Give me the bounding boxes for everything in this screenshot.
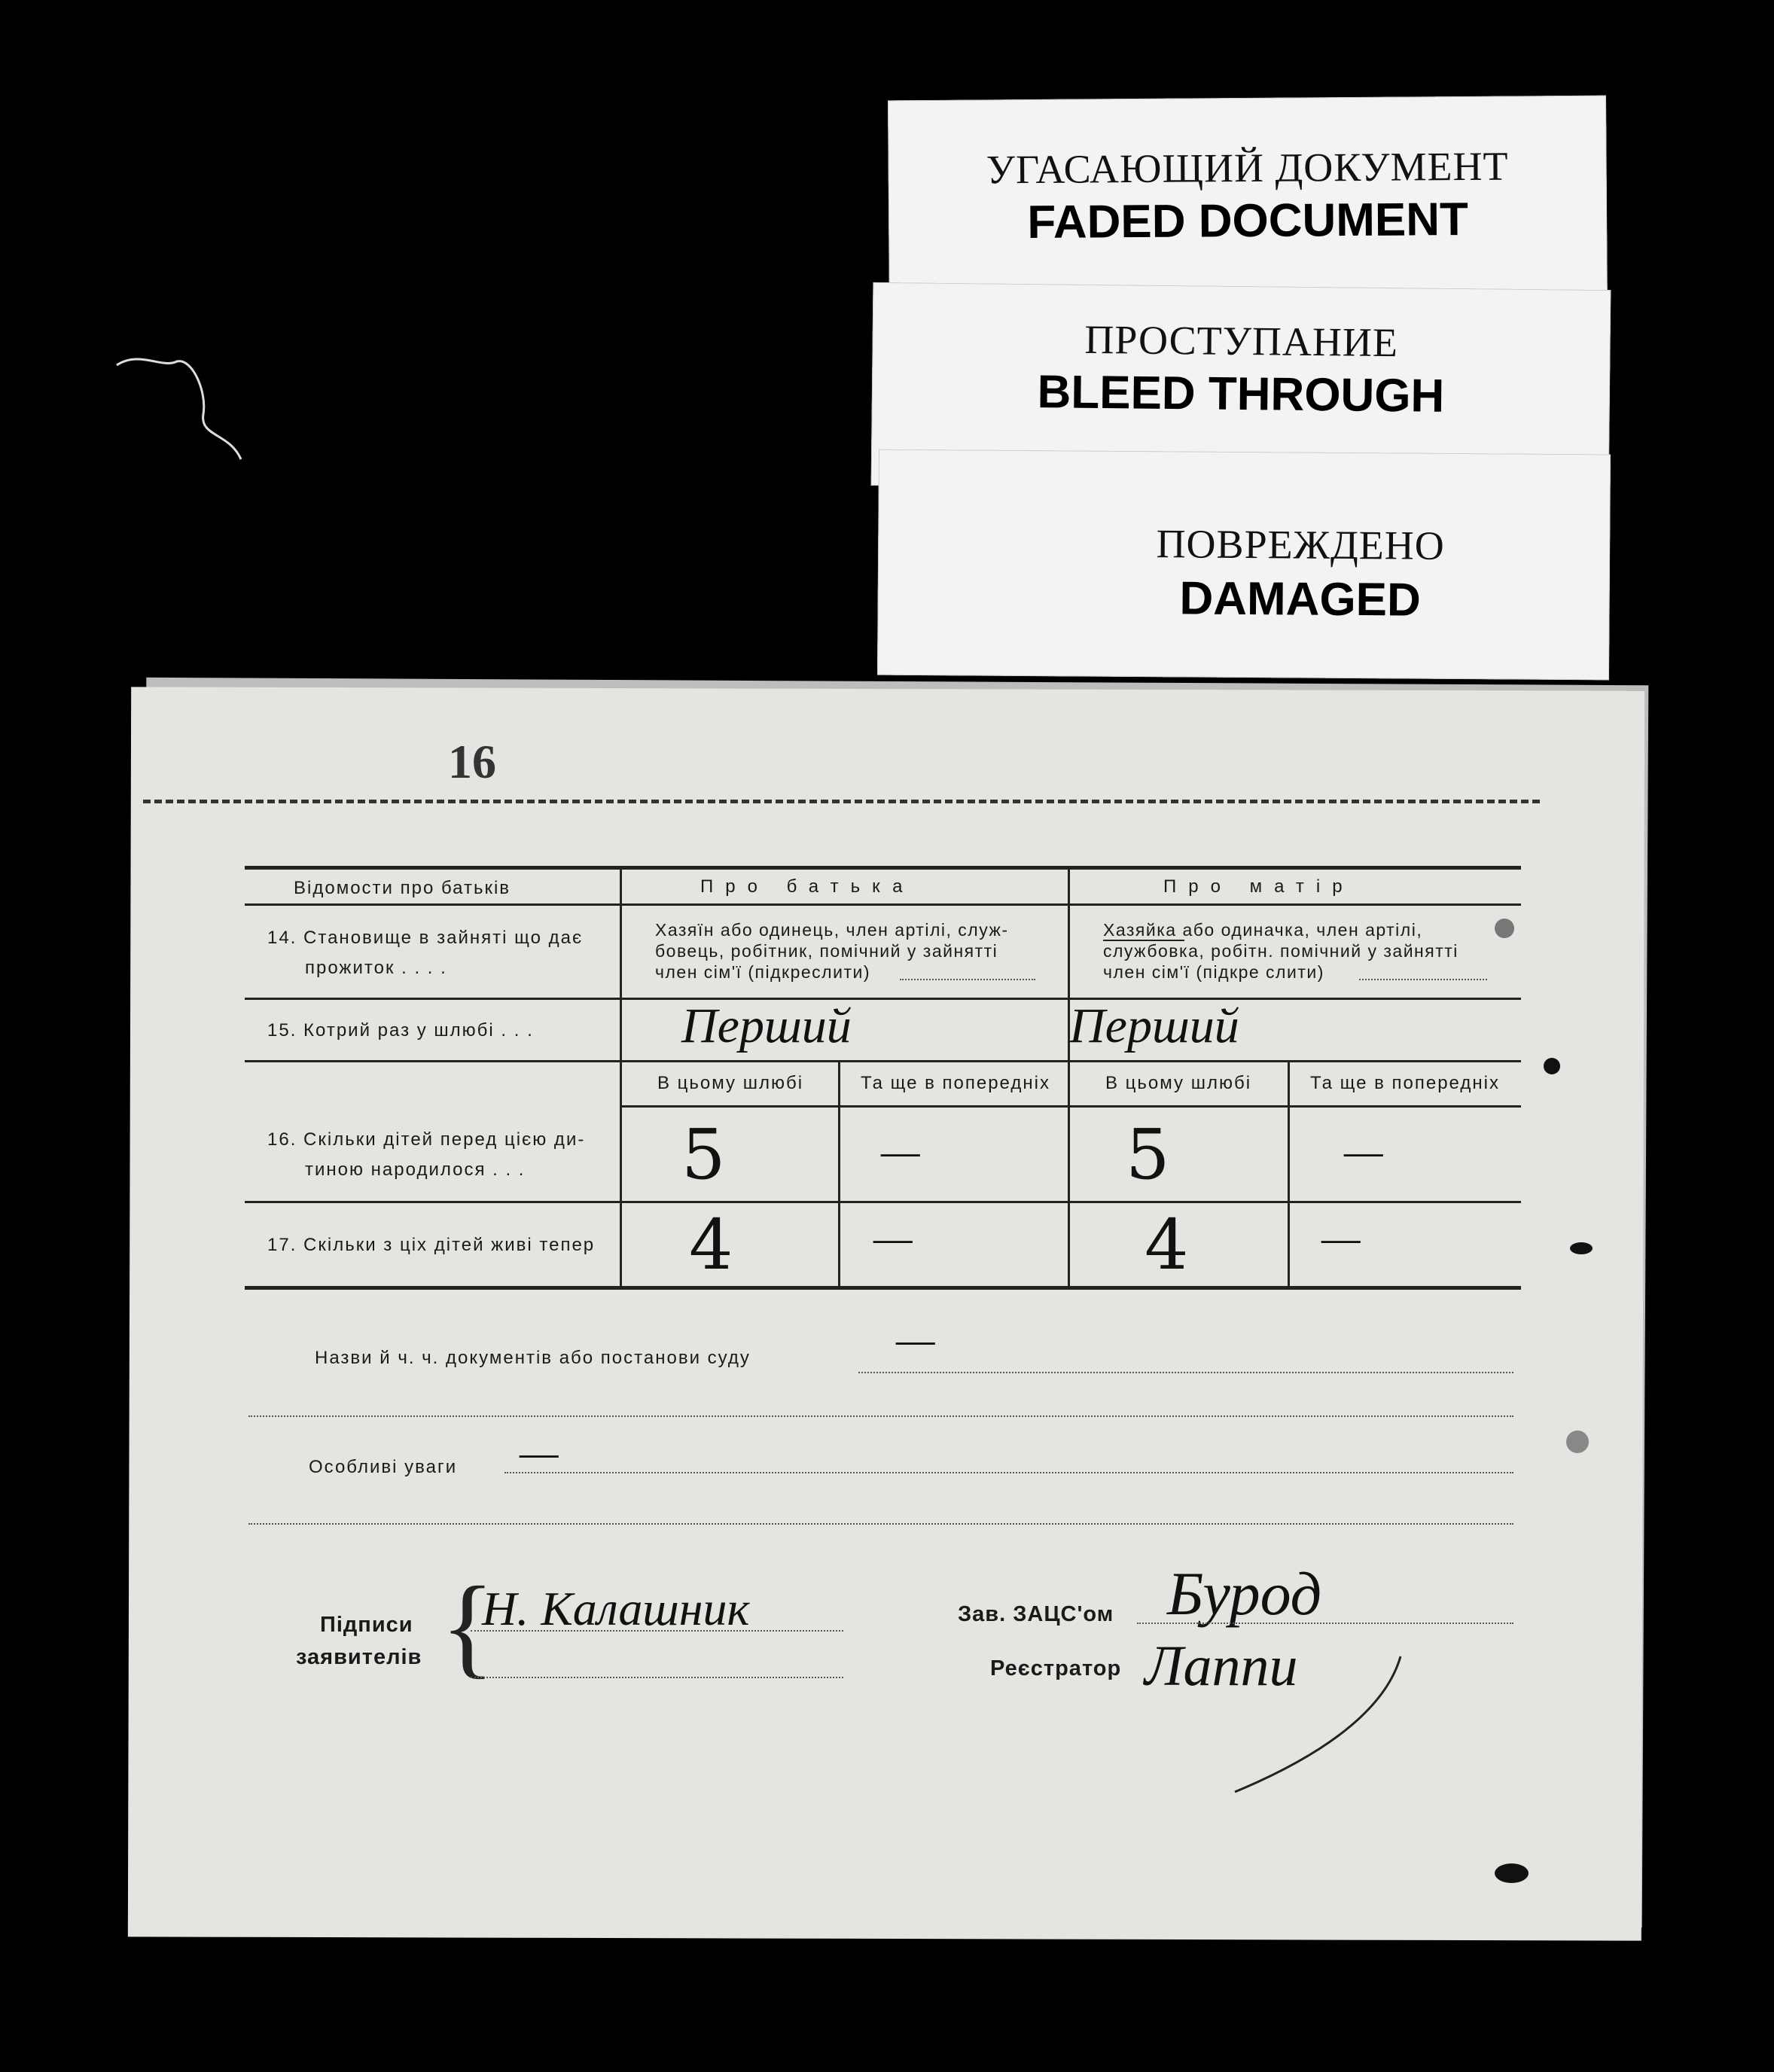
subheader-mother-prev: Та ще в попередніх xyxy=(1310,1073,1500,1093)
subheader-father-this: В цьому шлюбі xyxy=(657,1073,804,1093)
documents-fill-2 xyxy=(248,1415,1513,1417)
head-signature: Бурод xyxy=(1167,1559,1322,1628)
row14-bottom-rule xyxy=(245,998,1521,1000)
row14-father-1: Хазяїн або одинець, член артілі, служ- xyxy=(655,920,1009,940)
row15-bottom-rule xyxy=(245,1060,1521,1062)
damaged-notice-ru: ПОВРЕЖДЕНО xyxy=(1156,521,1446,568)
bleed-notice-en: BLEED THROUGH xyxy=(1037,366,1445,422)
col-divider-label xyxy=(620,866,622,1286)
row16-label-1: 16. Скільки дітей перед цією ди- xyxy=(267,1129,586,1150)
row14-mother-1: Хазяйка або одиначка, член артілі, xyxy=(1103,920,1423,940)
row17-father-this: 4 xyxy=(689,1205,733,1285)
row16-mother-this: 5 xyxy=(1126,1114,1170,1195)
table-header-rule xyxy=(245,903,1521,906)
row14-mother-fill xyxy=(1359,979,1487,980)
fibre-artifact xyxy=(109,346,260,467)
row14-label-1: 14. Становище в зайняті що дає xyxy=(267,928,584,948)
header-mother: Про матір xyxy=(1163,876,1355,897)
row16-father-this: 5 xyxy=(681,1114,726,1195)
damaged-notice xyxy=(877,449,1611,681)
row17-father-prev: — xyxy=(873,1213,913,1262)
row16-father-prev: — xyxy=(881,1126,920,1175)
subheader-rule xyxy=(621,1105,1521,1108)
documents-label: Назви й ч. ч. документів або постанови суду xyxy=(315,1348,751,1368)
col-divider-mother-sub xyxy=(1288,1060,1290,1286)
col-divider-father-sub xyxy=(838,1060,840,1286)
page-number: 16 xyxy=(448,735,496,788)
applicant-signature: Н. Калашник xyxy=(482,1582,750,1635)
damage-speck xyxy=(1566,1431,1589,1453)
bleed-notice-ru: ПРОСТУПАНИЕ xyxy=(1084,316,1399,366)
row14-mother-underline xyxy=(1103,940,1184,941)
subheader-mother-this: В цьому шлюбі xyxy=(1105,1073,1252,1093)
row14-mother-2: службовка, робітн. помічний у зайнятті xyxy=(1103,941,1459,961)
head-label: Зав. ЗАЦС'ом xyxy=(958,1602,1114,1626)
documents-value: — xyxy=(896,1315,935,1364)
registrar-signature: Лаппи xyxy=(1145,1635,1298,1698)
registrar-label: Реєстратор xyxy=(990,1656,1122,1680)
row14-father-fill xyxy=(900,979,1035,980)
row14-father-2: бовець, робітник, помічний у зайнятті xyxy=(655,941,998,961)
documents-fill-1 xyxy=(858,1372,1513,1373)
row16-bottom-rule xyxy=(245,1201,1521,1203)
row14-father-3: член сім'ї (підкреслити) xyxy=(655,962,870,982)
applicants-brace: { xyxy=(440,1564,495,1689)
damage-speck xyxy=(1495,1863,1529,1883)
row17-mother-prev: — xyxy=(1321,1213,1361,1262)
applicant-line-1 xyxy=(471,1630,843,1632)
perforation-line xyxy=(143,800,1540,803)
subheader-father-prev: Та ще в попередніх xyxy=(861,1073,1050,1093)
row14-mother-3: член сім'ї (підкре слити) xyxy=(1103,962,1324,982)
faded-notice-en: FADED DOCUMENT xyxy=(1027,193,1469,249)
applicant-line-2 xyxy=(471,1677,843,1678)
header-father: Про батька xyxy=(700,876,915,897)
row15-mother-value: Перший xyxy=(1069,998,1239,1053)
col-divider-parents xyxy=(1068,866,1070,1286)
remarks-label: Особливі уваги xyxy=(309,1457,458,1477)
applicants-label-1: Підписи xyxy=(320,1613,413,1637)
row17-mother-this: 4 xyxy=(1145,1205,1189,1285)
table-bottom-rule xyxy=(245,1286,1521,1290)
table-top-rule xyxy=(245,866,1521,870)
applicants-label-2: заявителів xyxy=(296,1645,422,1669)
remarks-value: — xyxy=(520,1428,559,1476)
header-col-label: Відомости про батьків xyxy=(294,878,511,898)
head-line xyxy=(1137,1623,1513,1624)
damage-speck xyxy=(1544,1058,1560,1074)
row15-label: 15. Котрий раз у шлюбі . . . xyxy=(267,1020,534,1041)
damage-speck xyxy=(1570,1242,1593,1254)
row16-label-2: тиною народилося . . . xyxy=(305,1159,526,1180)
remarks-fill-1 xyxy=(504,1472,1513,1473)
row14-label-2: прожиток . . . . xyxy=(305,958,447,978)
damaged-notice-en: DAMAGED xyxy=(1179,572,1422,626)
damage-speck xyxy=(1495,919,1514,938)
row17-label: 17. Скільки з ціх дітей живі тепер xyxy=(267,1235,596,1255)
row15-father-value: Перший xyxy=(681,998,852,1053)
signature-flourish xyxy=(1205,1641,1431,1807)
row16-mother-prev: — xyxy=(1344,1126,1383,1175)
faded-notice-ru: УГАСАЮЩИЙ ДОКУМЕНТ xyxy=(986,143,1509,193)
remarks-fill-2 xyxy=(248,1523,1513,1525)
